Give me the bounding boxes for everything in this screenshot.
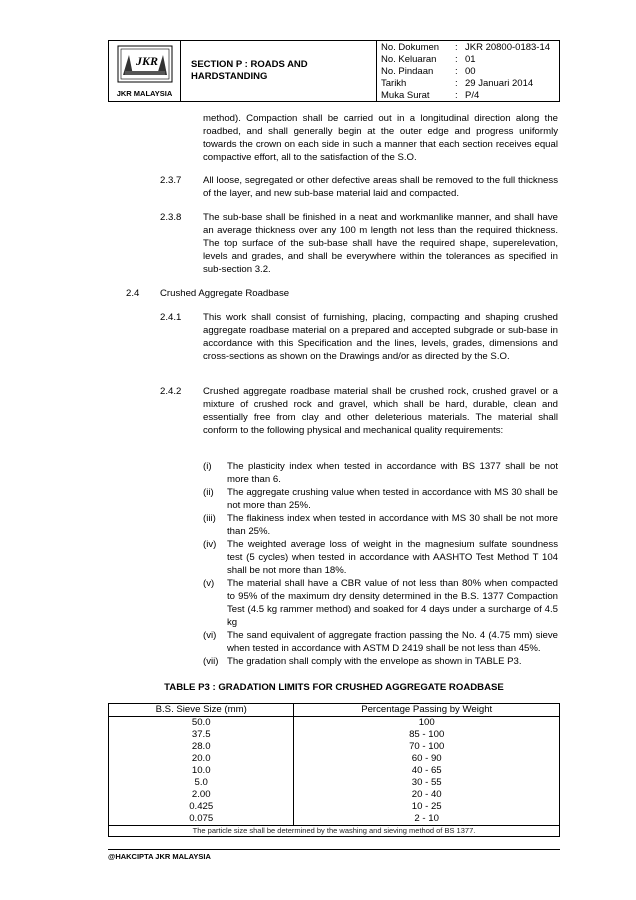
table-cell: 70 - 100: [294, 741, 560, 753]
list-item: (vi) The sand equivalent of aggregate fraction passing the No. 4 (4.75 mm) sieve when tested in accordance with ASTM D 2419 shall be not less than 45%.: [203, 630, 558, 654]
section-number: 2.4: [126, 288, 140, 299]
table-cell: 60 - 90: [294, 753, 560, 765]
list-item: (iii) The flakiness index when tested in accordance with MS 30 shall be not more than 25%.: [203, 513, 558, 537]
requirements-list: [203, 460, 558, 668]
table-cell: 0.425: [109, 801, 294, 813]
table-cell: 28.0: [109, 741, 294, 753]
table-row: [109, 777, 560, 789]
intro-continuation: method). Compaction shall be carried out in a longitudinal direction along the roadbed, and shall generally begin at the outer edge and progress uniformly towards the crown on each side in such a manner that each section receives equal compactive effort, all to the satisfaction of the S.O.: [203, 113, 558, 163]
document-meta: [377, 41, 559, 101]
meta-value: P/4: [465, 90, 480, 101]
clause-2-3-7-text: All loose, segregated or other defective areas shall be removed to the full thickness of the layer, and new sub-base material laid and compacted.: [203, 175, 558, 199]
list-item: (i) The plasticity index when tested in accordance with BS 1377 shall be not more than 6.: [203, 461, 558, 485]
table-row: [109, 729, 560, 741]
column-header-sieve-size: B.S. Sieve Size (mm): [109, 704, 294, 717]
table-cell: 37.5: [109, 729, 294, 741]
meta-label: No. Pindaan: [381, 66, 434, 77]
clause-number: 2.4.1: [160, 312, 182, 323]
column-header-percentage-passing: Percentage Passing by Weight: [294, 704, 560, 717]
logo-caption: JKR MALAYSIA: [116, 89, 173, 98]
list-item: (v) The material shall have a CBR value of not less than 80% when compacted to 95% of the maximum dry density determined in the B.S. 1377 Compaction Test (4.5 kg rammer method) and soaked for 4 days under a surcharge of 4.5 kg: [203, 578, 558, 628]
clause-2-4-2-text: Crushed aggregate roadbase material shall be crushed rock, crushed gravel or a mixture of crushed rock and gravel, which shall be hard, durable, clean and essentially free from clay and other deleterious materials. The material shall conform to the following physical and mechanical quality requirements:: [203, 386, 558, 436]
table-cell: 10.0: [109, 765, 294, 777]
meta-label: Tarikh: [381, 78, 407, 89]
section-heading: Crushed Aggregate Roadbase: [160, 288, 290, 299]
logo-lettering: JKR: [135, 54, 159, 68]
document-header: [108, 40, 560, 102]
meta-row: No. Dokumen : JKR 20800-0183-14: [381, 42, 551, 53]
list-item: (iv) The weighted average loss of weight in the magnesium sulfate soundness test (5 cycles) when tested in accordance with AASHTO Test Method T 104 shall be not more than 18%.: [203, 539, 558, 576]
table-cell: 50.0: [109, 717, 294, 730]
table-note: The particle size shall be determined by the washing and sieving method of BS 1377.: [109, 826, 560, 837]
table-header-row: [109, 704, 560, 717]
copyright-footer: @HAKCIPTA JKR MALAYSIA: [108, 852, 211, 861]
table-cell: 30 - 55: [294, 777, 560, 789]
clause-2-4-1-text: This work shall consist of furnishing, placing, compacting and shaping crushed aggregate roadbase material on a prepared and accepted subgrade or sub-base in accordance with this Specification and the lines, levels, grades, dimensions and cross-sections as shown on the Drawings and/or as directed by the S.O.: [203, 312, 558, 362]
table-title: TABLE P3 : GRADATION LIMITS FOR CRUSHED AGGREGATE ROADBASE: [164, 682, 504, 693]
clause-number: 2.3.8: [160, 212, 182, 223]
meta-row: No. Keluaran : 01: [381, 54, 476, 65]
table-cell: 10 - 25: [294, 801, 560, 813]
table-cell: 40 - 65: [294, 765, 560, 777]
table-row: [109, 801, 560, 813]
table-row: [109, 717, 560, 730]
clause-2-3-8-text: The sub-base shall be finished in a neat and workmanlike manner, and shall have an average thickness over any 100 m length not less than the required thickness. The top surface of the sub-base shall have the required shape, superelevation, levels and grades, and shall be everywhere within the tolerances as specified in sub-section 3.2.: [203, 212, 558, 275]
meta-row: No. Pindaan : 00: [381, 66, 476, 77]
clause-number: 2.3.7: [160, 175, 182, 186]
meta-value: 01: [465, 54, 476, 65]
meta-label: No. Dokumen: [381, 42, 440, 53]
table-cell: 2.00: [109, 789, 294, 801]
meta-label: Muka Surat: [381, 90, 430, 101]
table-row: [109, 789, 560, 801]
table-row: [109, 813, 560, 826]
table-cell: 20 - 40: [294, 789, 560, 801]
jkr-logo: [117, 45, 173, 83]
logo-cell: [109, 41, 181, 101]
table-row: [109, 741, 560, 753]
table-row: [109, 753, 560, 765]
footer-divider: [108, 849, 560, 850]
meta-value: JKR 20800-0183-14: [465, 42, 551, 53]
list-item: (vii) The gradation shall comply with the envelope as shown in TABLE P3.: [203, 656, 522, 667]
table-cell: 100: [294, 717, 560, 730]
meta-row: Muka Surat : P/4: [381, 90, 480, 101]
clause-number: 2.4.2: [160, 386, 182, 397]
meta-value: 29 Januari 2014: [465, 78, 534, 89]
meta-row: Tarikh : 29 Januari 2014: [381, 78, 534, 89]
meta-label: No. Keluaran: [381, 54, 437, 65]
table-cell: 20.0: [109, 753, 294, 765]
table-cell: 85 - 100: [294, 729, 560, 741]
section-title-line1: SECTION P : ROADS AND: [191, 59, 308, 70]
table-cell: 2 - 10: [294, 813, 560, 826]
section-title: [181, 41, 377, 101]
table-cell: 5.0: [109, 777, 294, 789]
list-item: (ii) The aggregate crushing value when tested in accordance with MS 30 shall be not more than 25%.: [203, 487, 558, 511]
table-cell: 0.075: [109, 813, 294, 826]
section-title-line2: HARDSTANDING: [191, 71, 268, 82]
table-row: [109, 765, 560, 777]
gradation-table: [108, 703, 560, 837]
table-note-row: [109, 826, 560, 837]
meta-value: 00: [465, 66, 476, 77]
